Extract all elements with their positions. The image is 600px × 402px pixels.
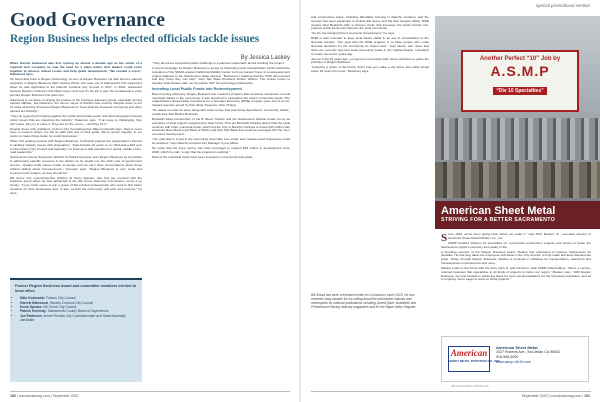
- body-paragraph: A founding member of the Region Business board, Meeker has advocated to improve Sacramento for decades. He has long taken his employees and ideas to the City Council, to help make and keep Sacramento great. Today, through Region Business, Meeker is involved in initiatives for transportation, waterfront and homelessness improvements and more.: [441, 249, 591, 265]
- sidebar-title: Former Region Business board and committee members elected to local office: [15, 284, 137, 293]
- byline: By Jessica Laskey: [240, 55, 290, 61]
- drop-cap: S: [441, 233, 448, 244]
- company-logo: American SHEET METAL PARTITION CO., INC.: [448, 346, 490, 372]
- ad-phone: 916-568-6000: [496, 355, 519, 359]
- sidebar-list: [15, 296, 137, 322]
- body-paragraph: Most of the municipal funds have been invested in commercial real estate: [152, 154, 253, 159]
- section-heading: Investing Local Public Funds Into Redevelopment: [152, 87, 242, 92]
- article-column-2: [152, 62, 290, 384]
- ad-company-name: American Sheet Metal: [496, 345, 538, 350]
- shelving-rack: [435, 118, 600, 160]
- page-footer: 100 | comstocksmag.com | September 2022: [10, 394, 79, 398]
- body-paragraph: Elk Grove City Councilmember (District 3) Kevin Spease, who first got involved with the business group when he was appointed to the Elk Grove Planning Commission, sums it up simply: “It just made sense to join a group of like-minded professionals who work to find better solutions for their businesses and, in turn, benefit the community with jobs and revenue,” he says.: [10, 175, 142, 195]
- body-paragraph: Just as it did 15 years ago, a long-term community-wide focus continues to guide the priorities of Region Business.: [311, 56, 429, 65]
- footer-site: comstocksmag.com: [550, 394, 582, 398]
- banner-title: American Sheet Metal: [441, 205, 556, 217]
- footer-rule: [311, 391, 591, 392]
- article-subtitle: Region Business helps elected officials tackle issues: [10, 33, 260, 45]
- list-item: • Joe Patterson, former Rocklin City Councilmember and State Assembly candidate: [20, 314, 137, 323]
- body-paragraph: When first getting involved with Region Business, Kozlowski praised the organization’s interest in tackling industry issues with pragmatism. “Fast-forward 10 years to my third-and-a-half year on the Folsom City Council and hopefully I’ve lived up to that aspiration for useful, middle-of-the-road leadership.”: [10, 139, 142, 155]
- body-paragraph: Despite these lofty ambitions, Folsom City Councilmember Mike Kozlowski says “there’s never been a moment where I’ve felt at odds with any of their goals. We’ve grown together in our desire to make things better for small businesses.”: [10, 126, 142, 139]
- body-paragraph: RISE is also intended to keep local banks viable in an era of consolidation in the financial industry. “Our goal with the RISE program is to have people who make financial decisions for the community be based here,” says Wood, who notes that there are currently only four local community banks in the Capital Region, compared to nearly two dozen years ago.: [311, 36, 429, 56]
- footer-date: September 2022: [521, 394, 548, 398]
- right-page: [301, 0, 600, 402]
- body-paragraph: “Fostering a vision of the future, that’s how you make a city thrive and make things better 25 years from now,” Mulvaney says.: [311, 65, 429, 74]
- sign-top-text: Another Perfect “10” Job by: [479, 56, 561, 62]
- body-paragraph: “They do a good job bringing together the public and private sector and discussing laser-focused policy issues that are impacting the industry,” Patterson says. “If an issue is challenging, they don’t pass, they try to solve it. They aim for the moon — and they hit it.”: [10, 113, 142, 126]
- body-paragraph: He found that voice in Region Technology, an arm of Region Business. He also found a staunch supporter in Region Business CEO Joshua Wood, who was one of Gatewood’s first supporters when he was appointed to the Rancho Cordova City Council in 2017. In 2021, Gatewood became Rancho Cordova’s first black mayor, and now it’s his job to give his constituents a voice just like Region Business first gave him.: [10, 77, 142, 97]
- section-label: special promotional section: [535, 3, 590, 8]
- list-item: • Garrett Gatewood, Rancho Cordova City Council: [20, 301, 137, 305]
- page-number: 100: [10, 394, 16, 398]
- sidebar-box: [10, 278, 142, 382]
- body-paragraph: Beyond policy advocacy, Region Business has created a program that increases investment of local municipal dollars in the community. It was launched to strengthen the area’s community banks. The organization’s Responsible Investment for a Stronger Economy (RISE) program grew out of an oft-handed question posed by then-State Treasurer John Chiang.: [152, 91, 290, 108]
- author-bio: Bill Sessa has been a freelance writer for Comstock’s since 2015. He has received many awards for his writing about the automotive industry and motorsports for national publications including Speed Sport, Autoweek and Performance Racing Industry magazines and for the Napa Valley Register.: [311, 293, 417, 310]
- shop-sign: [461, 50, 579, 112]
- list-item: • Kevin Spease, Elk Grove City Council: [20, 305, 137, 309]
- ad-website-link[interactable]: www.asmp-div10.com: [496, 360, 531, 364]
- banner-subtitle: STRIVING FOR A BETTER SACRAMENTO: [441, 217, 556, 223]
- page-number: 101: [584, 394, 590, 398]
- profile-banner: [435, 201, 600, 229]
- body-paragraph: Beckwith listed construction of the B Street Theatre and the Sacramento Natural Foods Co-op as examples of local projects supported by state funds. That got Beckwith thinking about what the bank could do with other municipal funds, which led the City of Rancho Cordova to invest $10 million with American River Bank (now Bank of Marin) and Five Star Bank that could be leveraged into the city’s economic development.: [152, 117, 290, 137]
- lede-paragraph: When Garrett Gatewood was first coming up almost a decade ago as the owner of a regional tech company, he saw the need for a place where tech leaders could come together to discuss shared issues and help guide development. “We needed a voice,” Gatewood says.: [10, 62, 142, 77]
- left-page: [0, 0, 299, 402]
- list-item: • Mike Kozlowski, Folsom City Council: [20, 296, 137, 300]
- ad-address: 1027 Roberts Ave., McClellan CA 95652: [496, 350, 561, 354]
- article-title: Good Governance: [10, 9, 165, 31]
- body-paragraph: Sacramento County Supervisor (District 2) Patrick Kennedy sees Region Business as a lynchpin in addressing specific concerns in his district as he heads into his ninth year of government service. “Quality-of-life issues matter to people and we can’t have conversations about those without talking about homelessness,” Kennedy says. “Region Business is very vocal and involved in the subject, as they should be.”: [10, 155, 142, 175]
- footer-site: comstocksmag.com: [18, 394, 50, 398]
- ad-contact-info: [496, 345, 586, 365]
- body-paragraph: “He asked us what we were doing with state money that was being deposited in community banks,” recalls Five Star Bank’s Beckwith.: [152, 108, 290, 117]
- page-footer: September 2022 | comstocksmag.com | 101: [521, 394, 590, 398]
- list-item: • Patrick Kennedy, Sacramento County Board of Supervisors: [20, 309, 137, 313]
- body-paragraph: Gatewood is not alone in singing the praises of the business advocacy group, especially among elected officials. Joe Patterson, the former mayor of Rocklin who recently stepped down to run for state assembly, first joined Region Business to “hear what the business community and other elected are thinking.”: [10, 97, 142, 113]
- sign-main-text: A.S.M.P: [490, 63, 550, 79]
- footer-date: September 2022: [52, 394, 79, 398]
- body-paragraph: and construction loans, including affordable housing in Rancho Cordova, and the concept has seen expansion to include Elk Grove and the San Joaquin Valley. RISE creates what Beckwith calls “a virtuous circle” that increases the bank’s bottom line, protects public funds and improves the local community.: [311, 16, 429, 31]
- sponsored-label: SPONSORED PROFILE: [451, 384, 489, 388]
- body-paragraph: A recent campaign by Region Business is aimed at channeling local transportation funds toward the relocation of the SMUD-created California Mobility Center to its permanent home in a redevelopment project adjacent to the Sacramento State campus. “Business is realizing that the CMC will succeed and they know they can help,” says Sac State President Robert Nelsen. The school hopes to develop what Nelsen calls “an innovation hub” for technology-related jobs.: [152, 65, 290, 86]
- sign-bottom-text: “Div 10 Specialties”: [493, 87, 546, 95]
- ad-card: [441, 336, 589, 382]
- article-column-1: [10, 62, 142, 274]
- shelving-rack: [435, 162, 600, 198]
- body-paragraph: Since 1934, we’ve been giving back where we make it,” says Rich Meeker, Sr., executive director of American Sheet Metal Partition Co., Inc.: [441, 233, 591, 244]
- warehouse-photo: [435, 16, 600, 201]
- body-paragraph: ASMP handles Division 10 specialties on commercial construction projects and strives to better the Sacramento region’s economy and quality of life.: [441, 240, 591, 249]
- body-paragraph: He notes that the city’s money has been leveraged to support $45 million in development since 2018, which he calls “a sign that the program is working.”: [152, 145, 290, 154]
- body-paragraph: “Our goal was to invest in the community and make sure small- and medium-sized businesses could be assisted,” says Rancho Cordova City Manager Cyrus Abhar.: [152, 137, 290, 145]
- body-paragraph: “They also led a successful public challenge to a planned referendum aimed at killing the project.”: [152, 62, 286, 65]
- footer-rule: [10, 391, 290, 392]
- body-paragraph: Meeker looks to the future with his sons, Rich Jr. and Cameron, both ASMP shareholders. “We’re a service-oriented business that specializes in all kinds of projects to better our region,” Meeker says. “With Region Business, we look forward to achieving plans for more accommodations for the homeless population, and as a company, we’re eager to work on those projects.”: [441, 265, 591, 282]
- body-paragraph: “It’s the low-hanging fruit of economic development,” he says.: [311, 31, 396, 36]
- article-column-3: [311, 16, 429, 286]
- profile-column: [441, 233, 591, 333]
